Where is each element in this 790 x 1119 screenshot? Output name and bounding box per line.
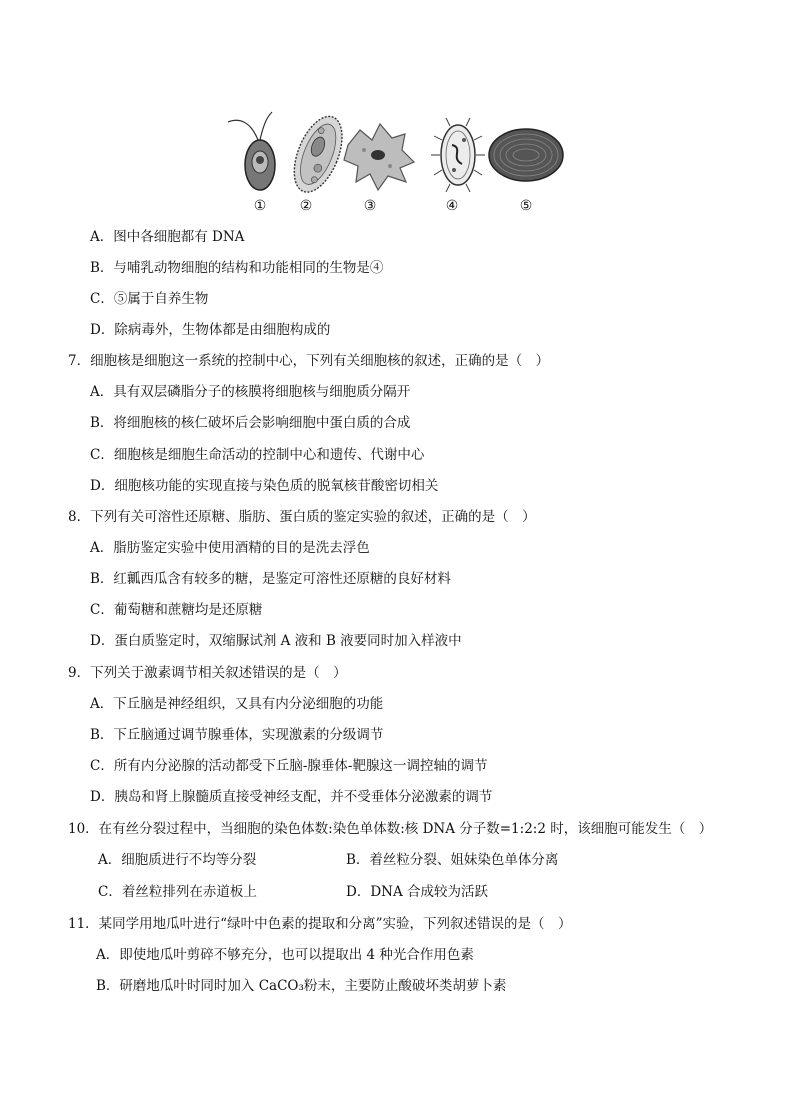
q8-option-d: D．蛋白质鉴定时，双缩脲试剂 A 液和 B 液要同时加入样液中 bbox=[90, 633, 462, 649]
q9-option-b: B．下丘脑通过调节腺垂体，实现激素的分级调节 bbox=[90, 727, 384, 743]
q9-stem: 9．下列关于激素调节相关叙述错误的是（ ） bbox=[68, 665, 347, 681]
q7-stem: 7．细胞核是细胞这一系统的控制中心，下列有关细胞核的叙述，正确的是（ ） bbox=[68, 353, 550, 369]
q8-option-c: C．葡萄糖和蔗糖均是还原糖 bbox=[90, 602, 263, 618]
cell-figure bbox=[220, 110, 570, 215]
q7-option-b: B．将细胞核的核仁破坏后会影响细胞中蛋白质的合成 bbox=[90, 415, 411, 431]
q10-option-b: B．着丝粒分裂、姐妹染色单体分离 bbox=[346, 852, 559, 868]
q10-option-a: A．细胞质进行不均等分裂 bbox=[98, 852, 257, 868]
q7-option-c: C．细胞核是细胞生命活动的控制中心和遗传、代谢中心 bbox=[90, 447, 425, 463]
q11-option-b: B．研磨地瓜叶时同时加入 CaCO₃粉末，主要防止酸破坏类胡萝卜素 bbox=[96, 978, 507, 994]
q8-option-b: B．红瓤西瓜含有较多的糖，是鉴定可溶性还原糖的良好材料 bbox=[90, 571, 451, 587]
q7-option-a: A．具有双层磷脂分子的核膜将细胞核与细胞质分隔开 bbox=[90, 384, 411, 400]
q10-option-c: C．着丝粒排列在赤道板上 bbox=[98, 884, 257, 900]
algae-cell-illustration bbox=[489, 129, 563, 181]
q11-stem: 11．某同学用地瓜叶进行“绿叶中色素的提取和分离”实验，下列叙述错误的是（ ） bbox=[68, 916, 572, 932]
q9-option-c: C．所有内分泌腺的活动都受下丘脑-腺垂体-靶腺这一调控轴的调节 bbox=[90, 758, 488, 774]
figure-label-1: ① bbox=[253, 198, 267, 214]
q11-option-a: A．即使地瓜叶剪碎不够充分，也可以提取出 4 种光合作用色素 bbox=[96, 947, 474, 963]
q9-option-d: D．胰岛和肾上腺髓质直接受神经支配，并不受垂体分泌激素的调节 bbox=[90, 789, 493, 805]
bacterium-cell-illustration bbox=[431, 118, 485, 192]
q8-option-a: A．脂肪鉴定实验中使用酒精的目的是洗去浮色 bbox=[90, 540, 370, 556]
paramecium-cell-illustration bbox=[285, 110, 352, 199]
flagellate-cell-illustration bbox=[228, 112, 275, 190]
q9-option-a: A．下丘脑是神经组织，又具有内分泌细胞的功能 bbox=[90, 696, 384, 712]
figure-label-3: ③ bbox=[363, 198, 377, 214]
figure-label-5: ⑤ bbox=[519, 198, 533, 214]
q8-stem: 8．下列有关可溶性还原糖、脂肪、蛋白质的鉴定实验的叙述，正确的是（ ） bbox=[68, 509, 536, 525]
q10-option-d: D．DNA 合成较为活跃 bbox=[346, 884, 489, 900]
figure-label-2: ② bbox=[299, 198, 313, 214]
cell-illustrations bbox=[220, 110, 570, 200]
amoeba-cell-illustration bbox=[344, 124, 414, 190]
q7-option-d: D．细胞核功能的实现直接与染色质的脱氧核苷酸密切相关 bbox=[90, 478, 439, 494]
q10-stem: 10．在有丝分裂过程中，当细胞的染色体数:染色单体数:核 DNA 分子数=1:2:2 时，该细胞可能发生（ ） bbox=[68, 821, 713, 837]
q6-option-a: A．图中各细胞都有 DNA bbox=[90, 229, 245, 245]
q6-option-b: B．与哺乳动物细胞的结构和功能相同的生物是④ bbox=[90, 260, 384, 276]
q6-option-d: D．除病毒外，生物体都是由细胞构成的 bbox=[90, 322, 331, 338]
figure-label-4: ④ bbox=[445, 198, 459, 214]
q6-option-c: C．⑤属于自养生物 bbox=[90, 291, 209, 307]
